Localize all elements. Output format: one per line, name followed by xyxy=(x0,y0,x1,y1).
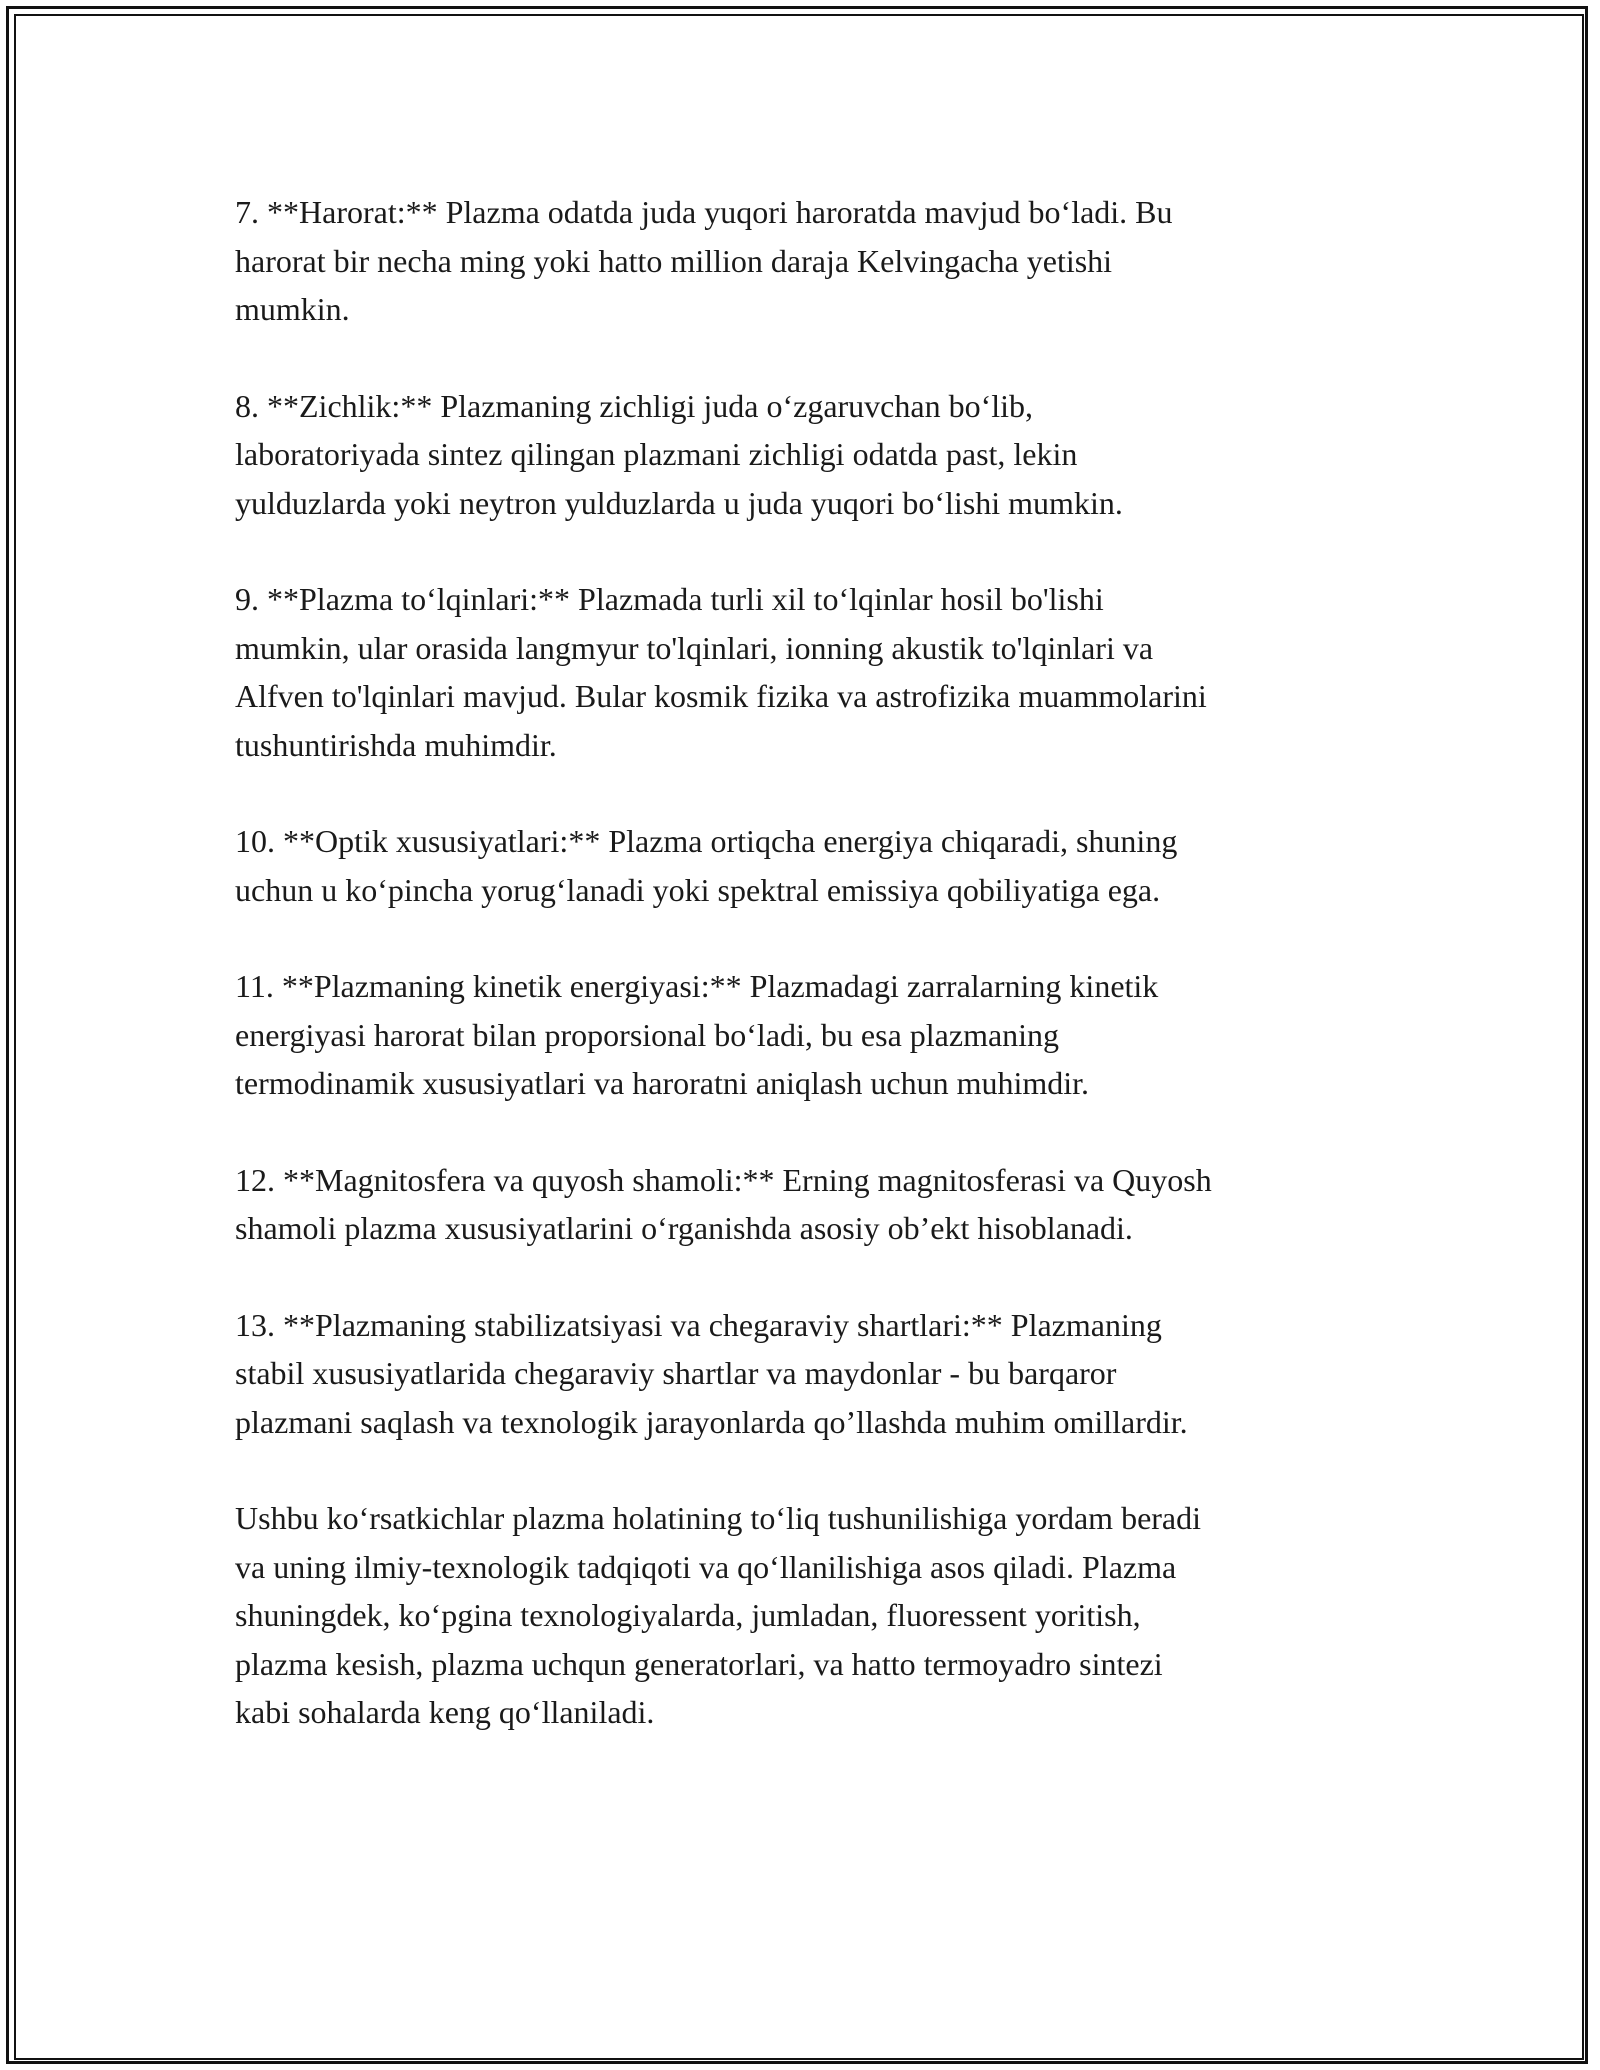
paragraph-kinetic-energy xyxy=(235,962,1385,1108)
text-line: stabil xususiyatlarida chegaraviy shartlar va maydonlar - bu barqaror xyxy=(235,1355,1117,1391)
text-line: uchun u ko‘pincha yorug‘lanadi yoki spektral emissiya qobiliyatiga ega. xyxy=(235,871,1161,908)
text-line: Alfven to'lqinlari mavjud. Bular kosmik fizika va astrofizika muammolarini xyxy=(235,678,1207,714)
text-line: harorat bir necha ming yoki hatto million daraja Kelvingacha yetishi xyxy=(235,242,1113,279)
text-line: 8. **Zichlik:** Plazmaning zichligi juda o‘zgaruvchan bo‘lib, xyxy=(235,387,1034,424)
text-line: 9. **Plazma to‘lqinlari:** Plazmada turli xil to‘lqinlar hosil bo'lishi xyxy=(235,581,1104,617)
text-line: plazma kesish, plazma uchqun generatorlari, va hatto termoyadro sintezi xyxy=(235,1645,1163,1682)
text-line: mumkin. xyxy=(235,291,350,327)
text-line: energiyasi harorat bilan proporsional bo‘ladi, bu esa plazmaning xyxy=(235,1016,1060,1053)
text-line: 7. **Harorat:** Plazma odatda juda yuqori haroratda mavjud bo‘ladi. Bu xyxy=(235,194,1173,230)
text-line: kabi sohalarda keng qo‘llaniladi. xyxy=(235,1694,655,1730)
text-line: laboratoriyada sintez qilingan plazmani zichligi odatda past, lekin xyxy=(235,436,1078,472)
document-body xyxy=(235,188,1385,1785)
paragraph-density xyxy=(235,382,1385,528)
text-line: 11. **Plazmaning kinetik energiyasi:** Plazmadagi zarralarning kinetik xyxy=(235,968,1159,1004)
text-line: shamoli plazma xususiyatlarini o‘rganishda asosiy ob’ekt hisoblanadi. xyxy=(235,1210,1133,1246)
text-line: shuningdek, ko‘pgina texnologiyalarda, jumladan, fluoressent yoritish, xyxy=(235,1597,1141,1633)
text-line: va uning ilmiy-texnologik tadqiqoti va qo‘llanilishiga asos qiladi. Plazma xyxy=(235,1548,1177,1585)
text-line: mumkin, ular orasida langmyur to'lqinlari, ionning akustik to'lqinlari va xyxy=(235,629,1154,666)
text-line: termodinamik xususiyatlari va haroratni aniqlash uchun muhimdir. xyxy=(235,1065,1090,1101)
text-line: 10. **Optik xususiyatlari:** Plazma ortiqcha energiya chiqaradi, shuning xyxy=(235,823,1178,859)
text-line: yulduzlarda yoki neytron yulduzlarda u juda yuqori bo‘lishi mumkin. xyxy=(235,484,1123,521)
paragraph-magnetosphere xyxy=(235,1156,1385,1253)
paragraph-conclusion xyxy=(235,1494,1385,1737)
paragraph-optical-properties xyxy=(235,817,1385,914)
paragraph-plasma-waves xyxy=(235,575,1385,769)
text-line: plazmani saqlash va texnologik jarayonlarda qo’llashda muhim omillardir. xyxy=(235,1403,1188,1440)
text-line: 13. **Plazmaning stabilizatsiyasi va chegaraviy shartlari:** Plazmaning xyxy=(235,1306,1162,1343)
paragraph-temperature xyxy=(235,188,1385,334)
text-line: 12. **Magnitosfera va quyosh shamoli:** Erning magnitosferasi va Quyosh xyxy=(235,1161,1212,1198)
paragraph-stabilization xyxy=(235,1301,1385,1447)
text-line: tushuntirishda muhimdir. xyxy=(235,726,557,763)
text-line: Ushbu ko‘rsatkichlar plazma holatining to‘liq tushunilishiga yordam beradi xyxy=(235,1500,1202,1536)
